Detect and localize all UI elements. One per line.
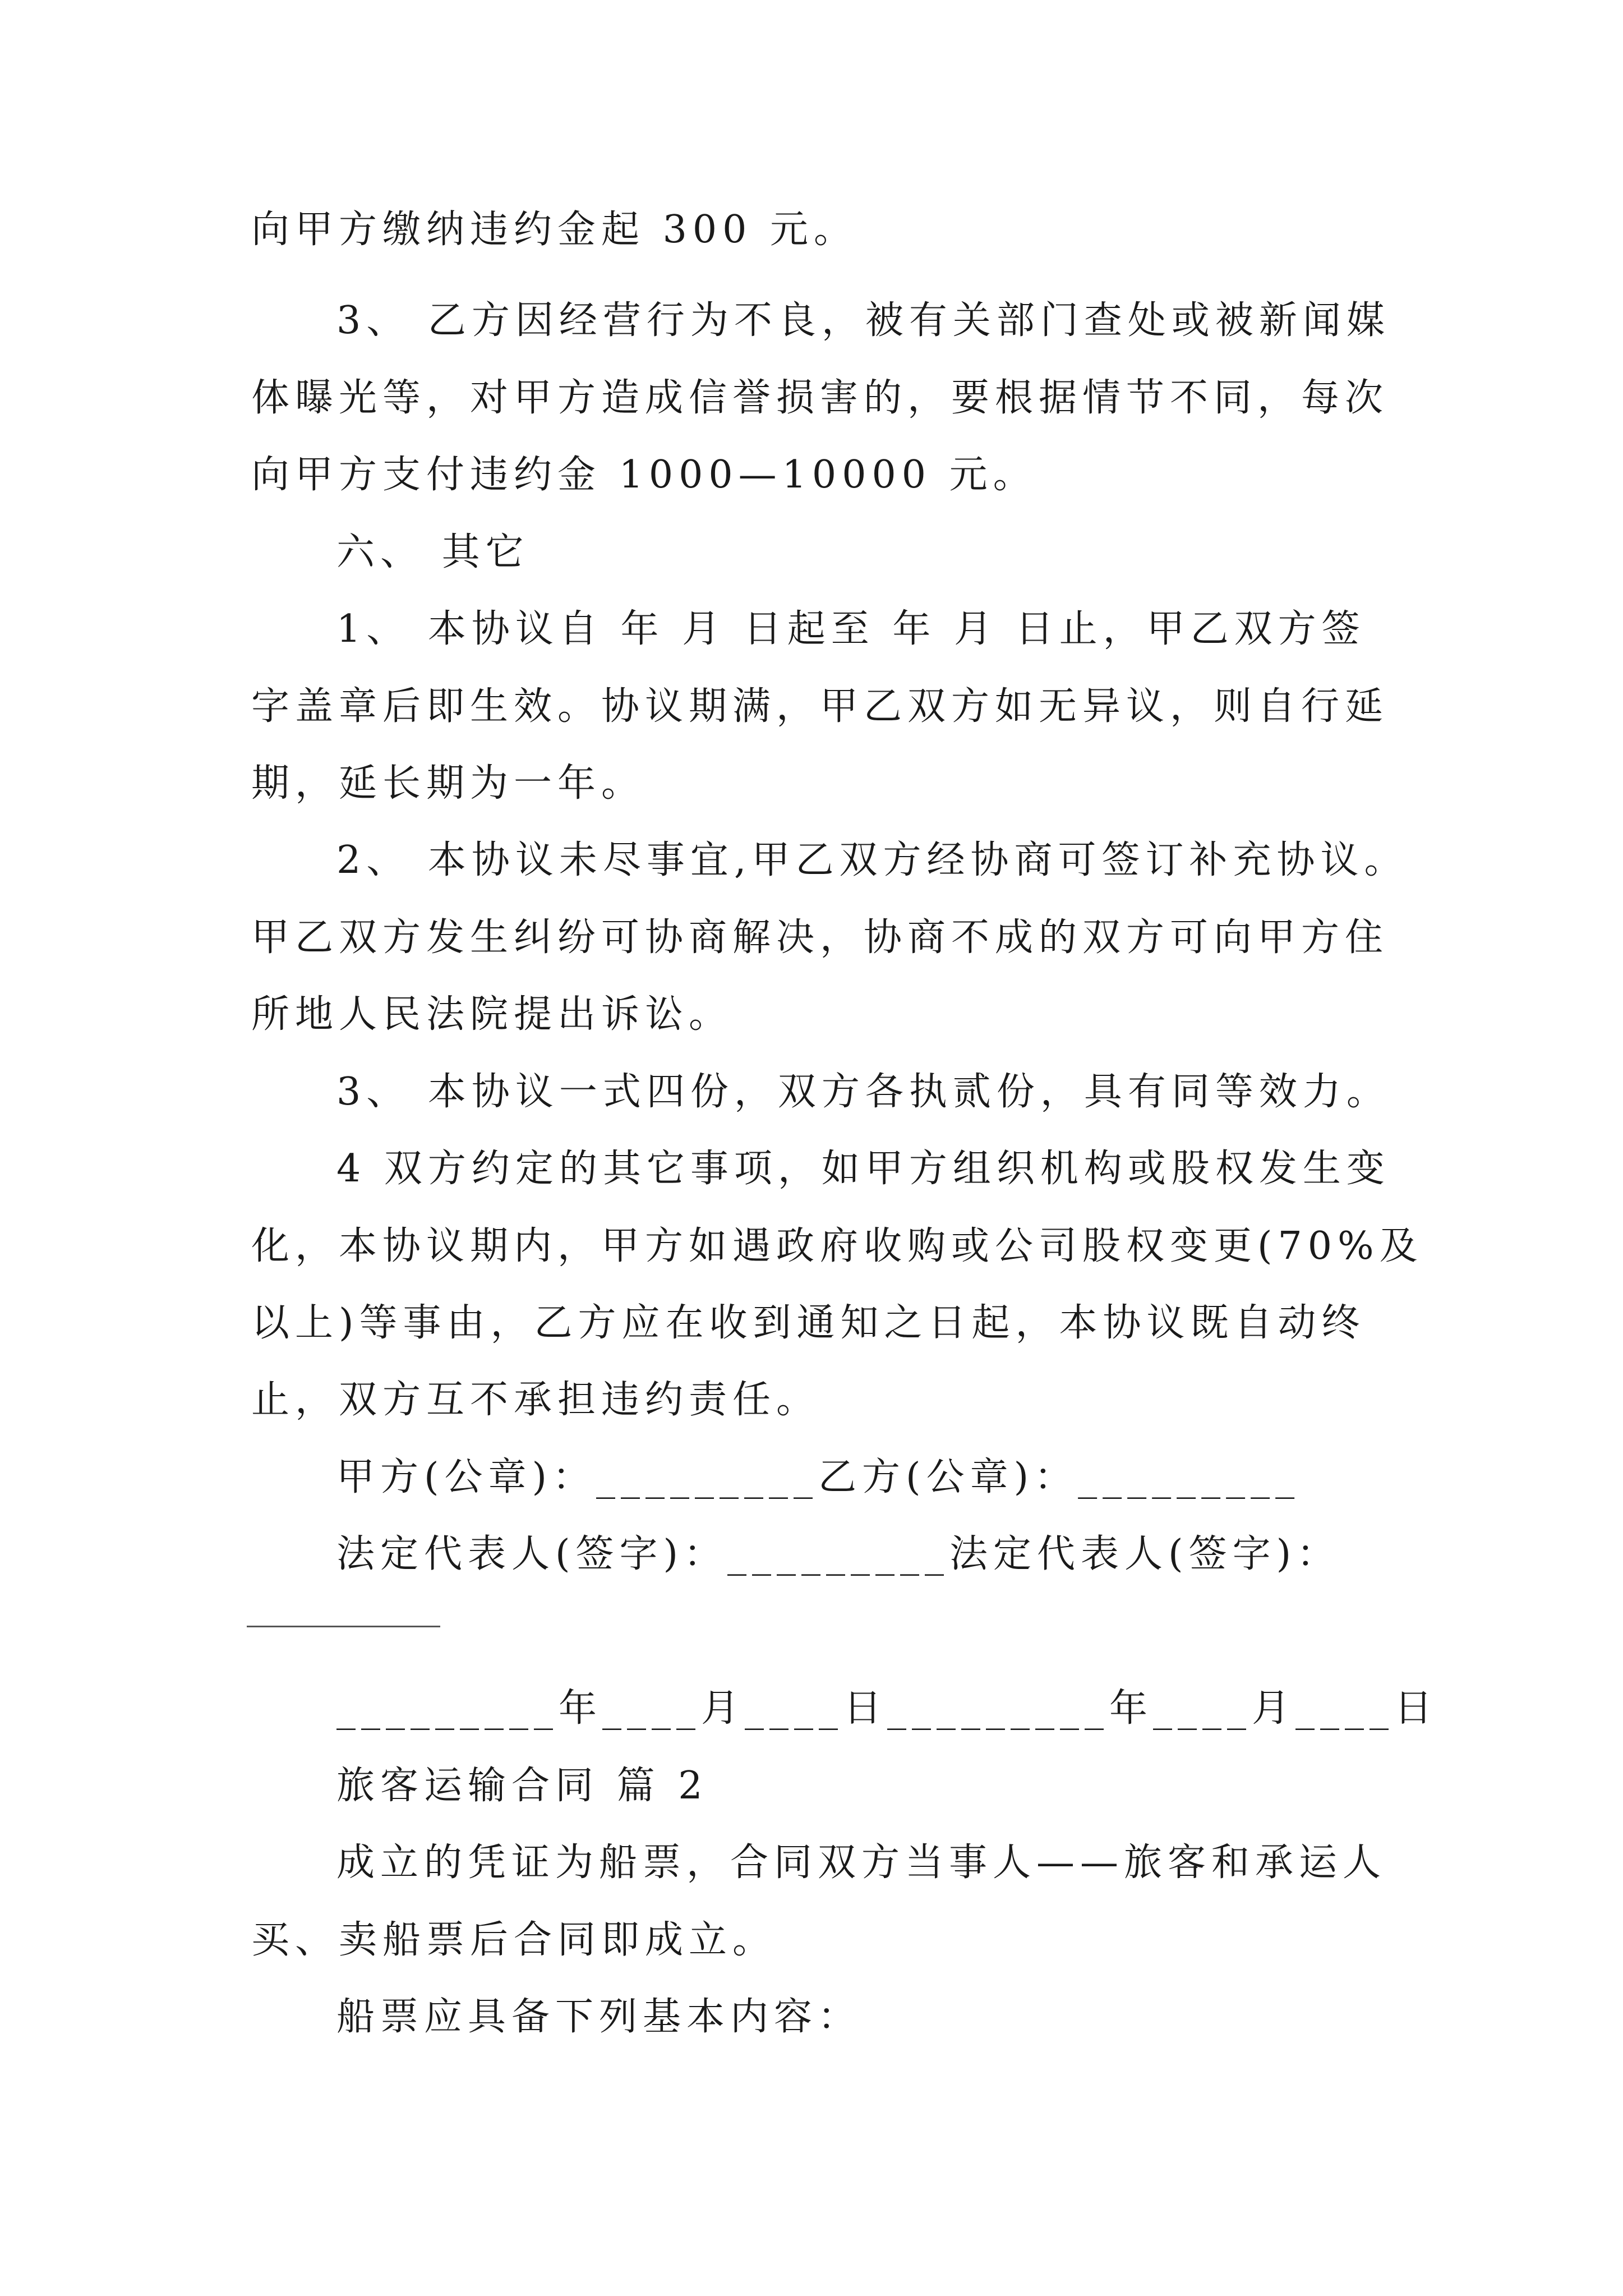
- text-line: 止，双方互不承担违约责任。: [251, 1378, 820, 1422]
- text-line: 以上)等事由，乙方应在收到通知之日起，本协议既自动终: [251, 1301, 1366, 1345]
- signature-blank-rule: [247, 1626, 440, 1627]
- text-line: 买、卖船票后合同即成立。: [251, 1918, 777, 1962]
- text-line: 3、 本协议一式四份，双方各执贰份，具有同等效力。: [336, 1070, 1390, 1114]
- text-line: 化，本协议期内，甲方如遇政府收购或公司股权变更(70%及: [251, 1224, 1423, 1268]
- section-title: 旅客运输合同 篇 2: [336, 1764, 708, 1808]
- text-line: 向甲方缴纳违约金起 300 元。: [251, 208, 858, 252]
- date-line: _________年____月____日_________年____月____日: [336, 1686, 1438, 1731]
- text-line: 船票应具备下列基本内容：: [336, 1995, 862, 2039]
- signature-party-line: 甲方(公章)：_________乙方(公章)：_________: [336, 1455, 1301, 1499]
- text-line: 字盖章后即生效。协议期满，甲乙双方如无异议，则自行延: [251, 684, 1389, 729]
- text-line: 3、 乙方因经营行为不良，被有关部门查处或被新闻媒: [336, 298, 1390, 343]
- text-line: 体曝光等，对甲方造成信誉损害的，要根据情节不同，每次: [251, 376, 1389, 420]
- text-line: 成立的凭证为船票，合同双方当事人——旅客和承运人: [336, 1841, 1387, 1885]
- text-line: 1、 本协议自 年 月 日起至 年 月 日止，甲乙双方签: [336, 607, 1366, 651]
- text-line: 甲乙双方发生纠纷可协商解决，协商不成的双方可向甲方住: [251, 915, 1389, 960]
- signature-representative-line: 法定代表人(签字)：_________法定代表人(签字)：: [336, 1532, 1341, 1576]
- text-line: 2、 本协议未尽事宜,甲乙双方经协商可签订补充协议。: [336, 838, 1408, 882]
- text-line: 期，延长期为一年。: [251, 761, 645, 806]
- text-line: 所地人民法院提出诉讼。: [251, 992, 733, 1037]
- section-heading: 六、 其它: [336, 530, 529, 574]
- text-line: 向甲方支付违约金 1000—10000 元。: [251, 453, 1037, 497]
- text-line: 4 双方约定的其它事项，如甲方组织机构或股权发生变: [336, 1147, 1390, 1191]
